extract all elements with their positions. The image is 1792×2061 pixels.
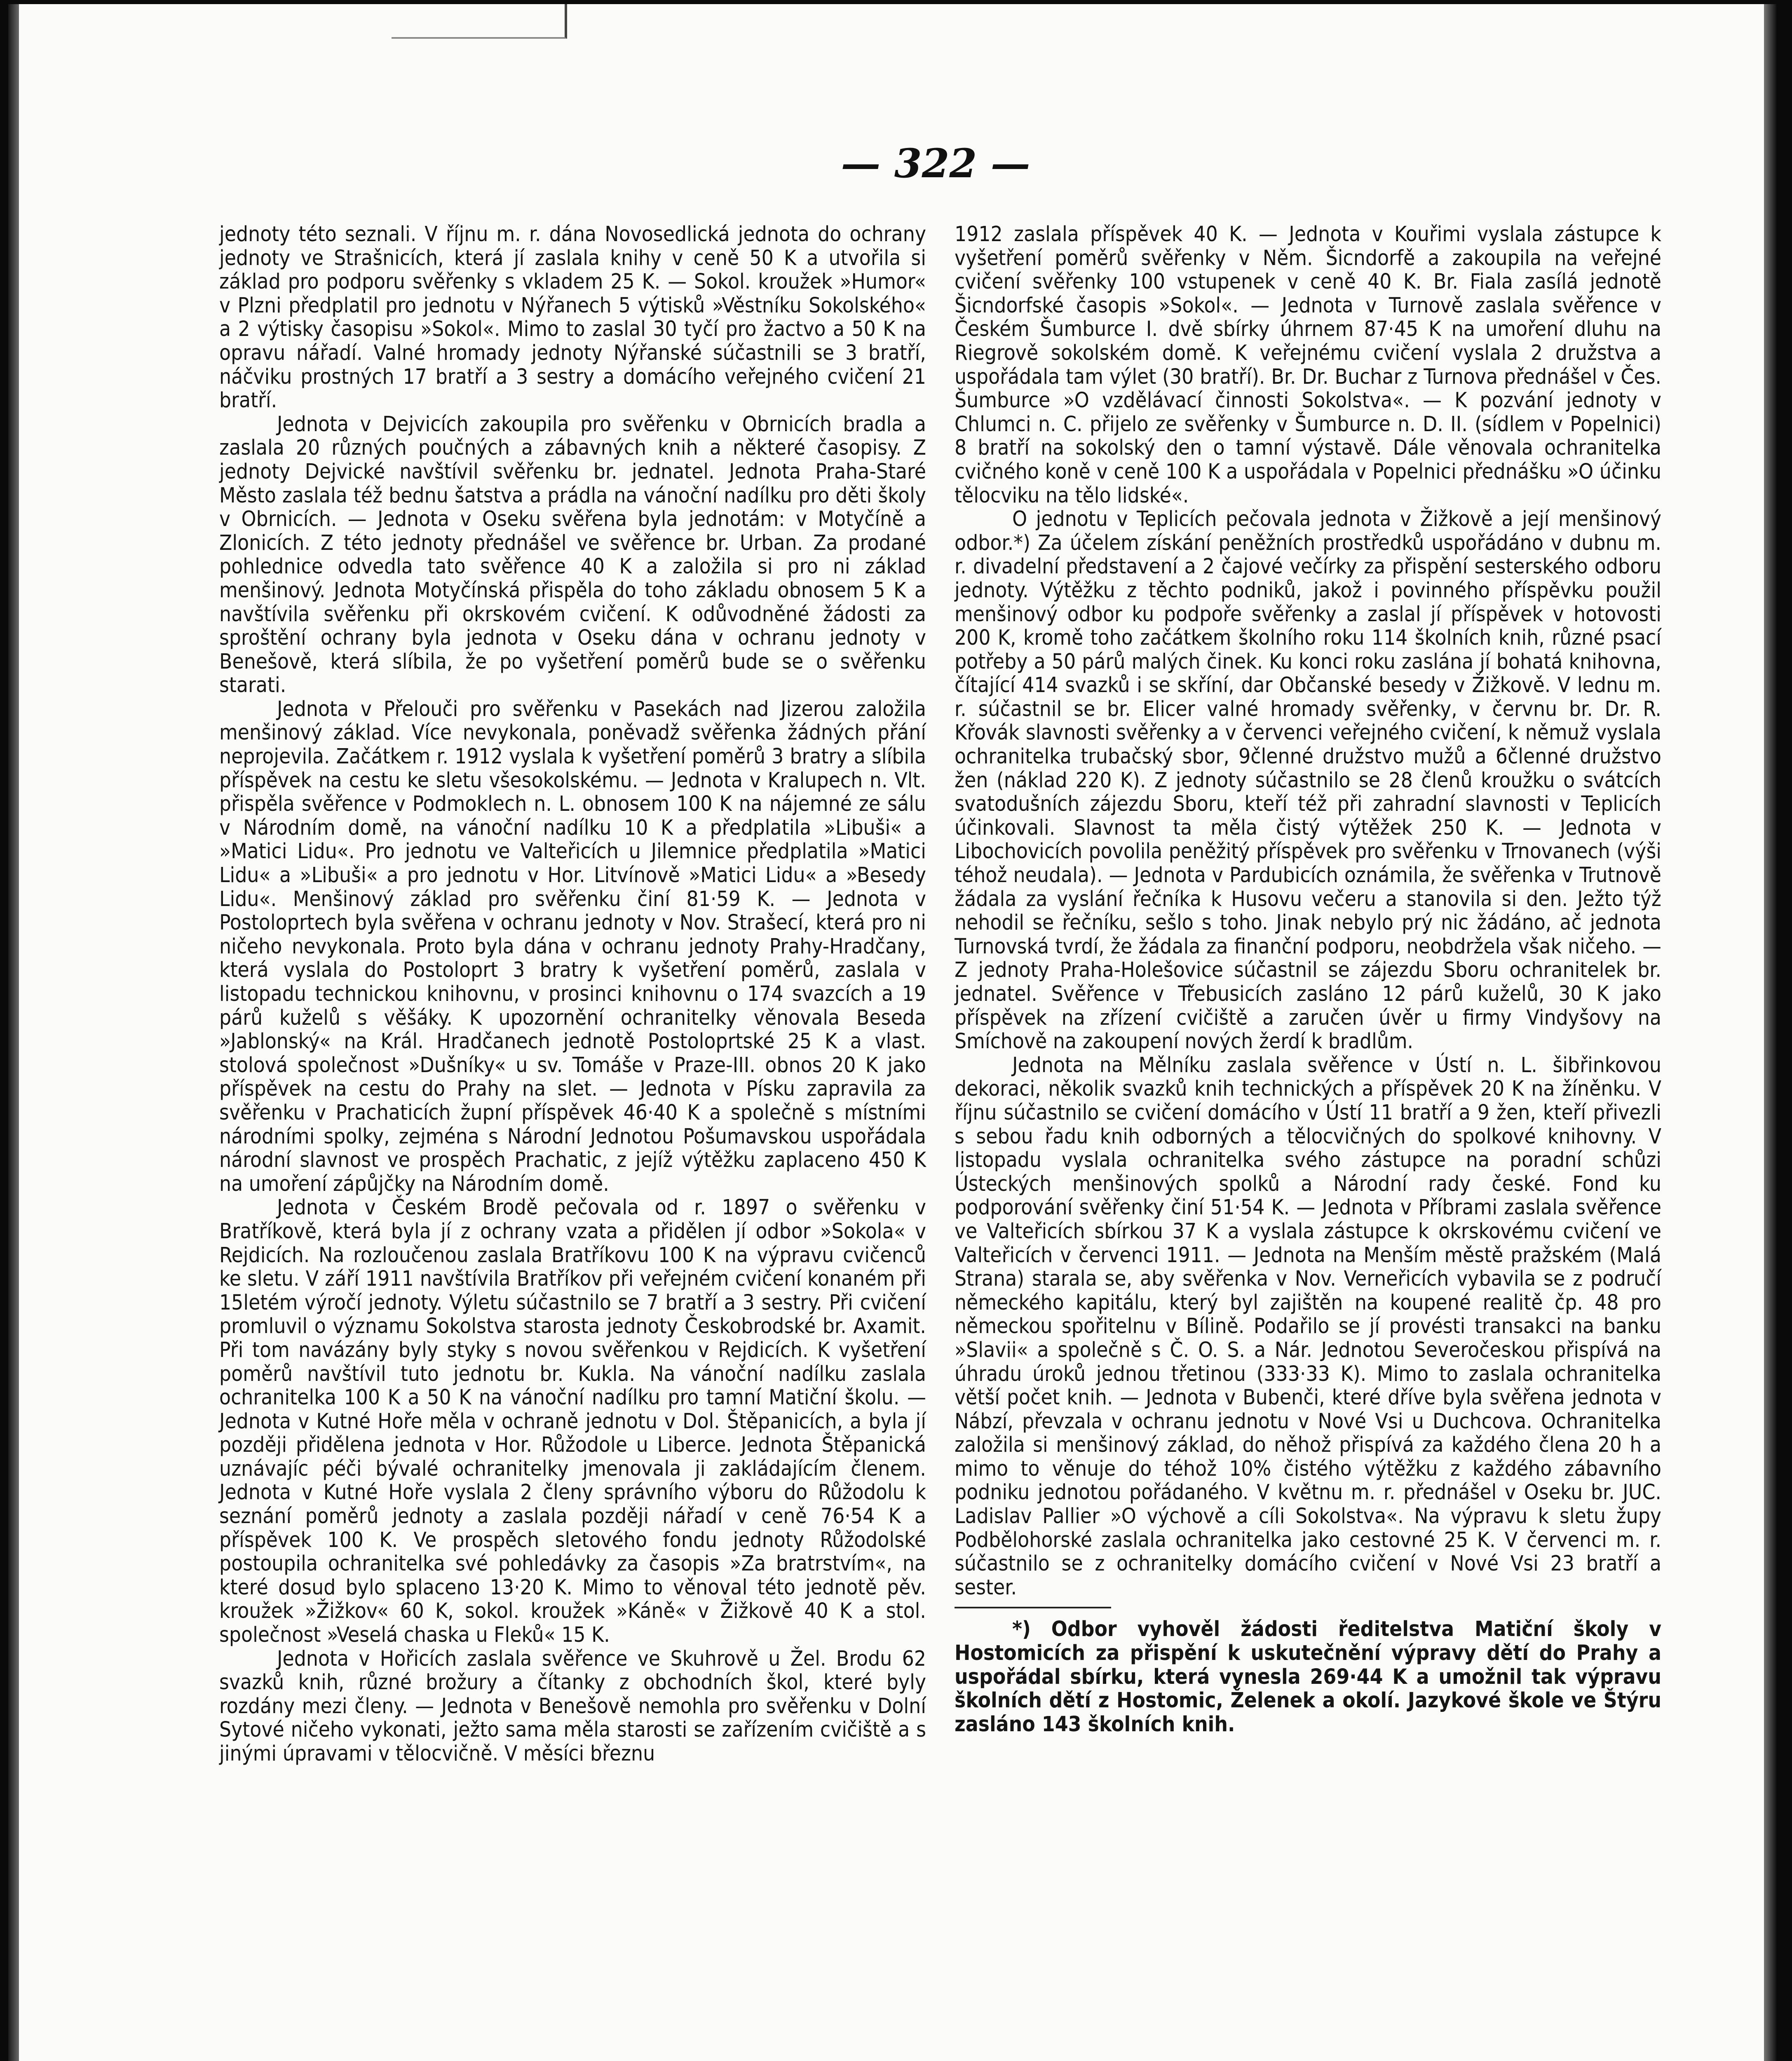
footnote-divider xyxy=(955,1607,1111,1608)
page-right-edge xyxy=(1764,4,1776,2061)
scan-artifact xyxy=(392,4,567,39)
paragraph: O jednotu v Teplicích pečovala jednota v Žižkově a její menšinový odbor.*) Za účelem získání peněžních prostředků uspořádáno v dubnu m. r. divadelní představení a 2 čajové večírky za přispění sesterského odboru jednoty. Výtěžku z těchto podniků, jakož i povinného příspěvku použil menšinový odbor ku podpoře svěřenky a zaslal jí příspěvek v hotovosti 200 K, kromě toho začátkem školního roku 114 školních knih, různé psací potřeby a 50 párů malých činek. Ku konci roku zaslána jí bohatá knihovna, čítající 414 svazků i se skříní, dar Občanské besedy v Žižkově. V lednu m. r. súčastnil se br. Elicer valné hromady svěřenky, v červnu br. Dr. R. Křovák slavnosti svěřenky a v červenci veřejného cvičení, k němuž vyslala ochranitelka trubačský sbor, 9členné družstvo mužů a 6členné družstvo žen (náklad 220 K). Z jednoty súčastnilo se 28 členů kroužku o svátcích svatodušních zájezdu Sboru, kteří též při zahradní slavnosti v Teplicích účinkovali. Slavnost ta měla čistý výtěžek 250 K. — Jednota v Libochovicích povolila peněžitý příspěvek pro svěřenku v Trnovanech (výši téhož neudala). — Jednota v Pardubicích oznámila, že svěřenka v Trutnově žádala za vyslání řečníka k Husovu večeru a stanovila si den. Ježto týž nehodil se řečníku, sešlo s toho. Jinak nebylo prý nic žádáno, ač jednota Turnovská tvrdí, že žádala za finanční podporu, neobdržela však ničeho. — Z jednoty Praha-Holešovice súčastnil se zájezdu Sboru ochranitelek br. jednatel. Svěřence v Třebusicích zasláno 12 párů kuželů, 30 K jako příspěvek na zřízení cvičiště a zaručen úvěr u firmy Vindyšovy na Smíchově na zakoupení nových žerdí k bradlům. xyxy=(955,507,1661,1054)
footnote: *) Odbor vyhověl žádosti ředitelstva Matiční školy v Hostomicích za přispění k uskutečnění výpravy dětí do Prahy a uspořádal sbírku, která vynesla 269·44 K a umožnil tak výpravu školních dětí z Hostomic, Želenek a okolí. Jazykové škole ve Štýru zasláno 143 školních knih. xyxy=(955,1617,1661,1737)
paragraph: Jednota v Hořicích zaslala svěřence ve Skuhrově u Žel. Brodu 62 svazků knih, různé brožury a čítanky z obchodních škol, které byly rozdány mezi členy. — Jednota v Benešově nemohla pro svěřenku v Dolní Sytové ničeho vykonati, ježto sama měla starosti se zařízením cvičiště a s jinými úpravami v tělocvičně. V měsíci březnu xyxy=(219,1646,926,1766)
paragraph: 1912 zaslala příspěvek 40 K. — Jednota v Kouřimi vyslala zástupce k vyšetření poměrů svěřenky v Něm. Šicndorfě a zakoupila na veřejné cvičení svěřenky 100 vstupenek v ceně 40 K. Br. Fiala zasílá jednotě Šicndorfské časopis »Sokol«. — Jednota v Turnově zaslala svěřence v Českém Šumburce I. dvě sbírky úhrnem 87·45 K na umoření dluhu na Riegrově sokolském domě. K veřejnému cvičení vyslala 2 družstva a uspořádala tam výlet (30 bratří). Br. Dr. Buchar z Turnova přednášel v Čes. Šumburce »O vzdělávací činnosti Sokolstva«. — K pozvání jednoty v Chlumci n. C. přijelo ze svěřenky v Šumburce n. D. II. (sídlem v Popelnici) 8 bratří na sokolský den o tamní výstavě. Dále věnovala ochranitelka cvičného koně v ceně 100 K a uspořádala v Popelnici přednášku »O účinku tělocviku na tělo lidské«. xyxy=(955,222,1661,508)
paragraph: Jednota v Českém Brodě pečovala od r. 1897 o svěřenku v Bratříkově, která byla jí z ochrany vzata a přidělen jí odbor »Sokola« v Rejdicích. Na rozloučenou zaslala Bratříkovu 100 K na výpravu cvičenců ke sletu. V září 1911 navštívila Bratříkov při veřejném cvičení konaném při 15letém výročí jednoty. Výletu súčastnilo se 7 bratří a 3 sestry. Při cvičení promluvil o významu Sokolstva starosta jednoty Českobrodské br. Axamit. Při tom navázány byly styky s novou svěřenkou v Rejdicích. K vyšetření poměrů navštívil tuto jednotu br. Kukla. Na vánoční nadílku zaslala ochranitelka 100 K a 50 K na vánoční nadílku pro tamní Matiční školu. — Jednota v Kutné Hoře měla v ochraně jednotu v Dol. Štěpanicích, a byla jí později přidělena jednota v Hor. Růžodole u Liberce. Jednota Štěpanická uznávajíc péči bývalé ochranitelky jmenovala ji zakládajícím členem. Jednota v Kutné Hoře vyslala 2 členy správního výboru do Růžodolu k seznání poměrů jednoty a zaslala později nářadí v ceně 76·54 K a příspěvek 100 K. Ve prospěch sletového fondu jednoty Růžodolské postoupila ochranitelka své pohledávky za časopis »Za bratrstvím«, na které dosud bylo splaceno 13·20 K. Mimo to věnoval této jednotě pěv. kroužek »Žižkov« 60 K, sokol. kroužek »Káně« v Žižkově 40 K a stol. společnost »Veselá chaska u Fleků« 15 K. xyxy=(219,1195,926,1648)
text-column-left xyxy=(219,223,926,1766)
paragraph: Jednota v Přelouči pro svěřenku v Pasekách nad Jizerou založila menšinový základ. Více nevykonala, poněvadž svěřenka žádných přání neprojevila. Začátkem r. 1912 vyslala k vyšetření poměrů 3 bratry a slíbila příspěvek na cestu ke sletu všesokolskému. — Jednota v Kralupech n. Vlt. přispěla svěřence v Podmoklech n. L. obnosem 100 K na nájemné ze sálu v Národním domě, na vánoční nadílku 10 K a předplatila »Libuši« a »Matici Lidu«. Pro jednotu ve Valteřicích u Jilemnice předplatila »Matici Lidu« a »Libuši« a pro jednotu v Hor. Litvínově »Matici Lidu« a »Besedy Lidu«. Menšinový základ pro svěřenku činí 81·59 K. — Jednota v Postoloprtech byla svěřena v ochranu jednoty v Nov. Strašecí, která pro ni ničeho nevykonala. Proto byla dána v ochranu jednoty Prahy-Hradčany, která vyslala do Postoloprt 3 bratry k vyšetření poměrů, zaslala v listopadu technickou knihovnu, v prosinci knihovnu o 174 svazcích a 19 párů kuželů s věšáky. K upozornění ochranitelky věnovala Beseda »Jablonský« na Král. Hradčanech jednotě Postoloprtské 25 K a vlast. stolová společnost »Dušníky« u sv. Tomáše v Praze-III. obnos 20 K jako příspěvek na cestu do Prahy na slet. — Jednota v Písku zapravila za svěřenku v Prachaticích župní příspěvek 46·40 K a společně s místními národními spolky, zejména s Národní Jednotou Pošumavskou uspořádala národní slavnost ve prospěch Prachatic, z jejíž výtěžku zaplaceno 450 K na umoření zápůjčky na Národním domě. xyxy=(219,697,926,1196)
text-column-right xyxy=(955,223,1661,1736)
paragraph: Jednota v Dejvicích zakoupila pro svěřenku v Obrnicích bradla a zaslala 20 různých poučných a zábavných knih a některé časopisy. Z jednoty Dejvické navštívil svěřenku br. jednatel. Jednota Praha-Staré Město zaslala též bednu šatstva a prádla na vánoční nadílku pro děti školy v Obrnicích. — Jednota v Oseku svěřena byla jednotám: v Motyčíně a Zlonicích. Z této jednoty přednášel ve svěřence br. Urban. Za prodané pohlednice odvedla tato svěřence 40 K a založila si pro ni základ menšinový. Jednota Motyčínská přispěla do toho základu obnosem 5 K a navštívila svěřenku při okrskovém cvičení. K odůvodněné žádosti za sproštění ochrany byla jednota v Oseku dána v ochranu jednoty v Benešově, která slíbila, že po vyšetření poměrů bude se o svěřenku starati. xyxy=(219,412,926,698)
page-number: — 322 — xyxy=(841,140,1030,187)
document-page xyxy=(8,4,1776,2061)
paragraph: jednoty této seznali. V říjnu m. r. dána Novosedlická jednota do ochrany jednoty ve Strašnicích, která jí zaslala knihy v ceně 50 K a utvořila si základ pro podporu svěřenky s vkladem 25 K. — Sokol. kroužek »Humor« v Plzni předplatil pro jednotu v Nýřanech 5 výtisků »Věstníku Sokolského« a 2 výtisky časopisu »Sokol«. Mimo to zaslal 30 tyčí pro žactvo a 50 K na opravu nářadí. Valné hromady jednoty Nýřanské súčastnili se 3 bratří, náčviku prostných 17 bratří a 3 sestry a domácího veřejného cvičení 21 bratří. xyxy=(219,222,926,413)
page-left-edge xyxy=(8,4,19,2061)
paragraph: Jednota na Mělníku zaslala svěřence v Ústí n. L. šibřinkovou dekoraci, několik svazků knih technických a příspěvek 20 K na žíněnku. V říjnu súčastnilo se cvičení domácího v Ústí 11 bratří a 9 žen, kteří přivezli s sebou řadu knih odborných a tělocvičných do spolkové knihovny. V listopadu vyslala ochranitelka svého zástupce na poradní schůzi Ústeckých menšinových spolků a Národní rady české. Fond ku podporování svěřenky činí 51·54 K. — Jednota v Příbrami zaslala svěřence ve Valteřicích sbírkou 37 K a vyslala zástupce k okrskovému cvičení ve Valteřicích v červenci 1911. — Jednota na Menším městě pražském (Malá Strana) starala se, aby svěřenka v Nov. Verneřicích vybavila se z područí německého kapitálu, který byl zajištěn na koupené realitě čp. 48 pro německou spořitelnu v Bílině. Podařilo se jí provésti transakci na banku »Slavii« a společně s Č. O. S. a Nár. Jednotou Severočeskou přispívá na úhradu úroků jednou třetinou (333·33 K). Mimo to zaslala ochranitelka větší počet knih. — Jednota v Bubenči, které dříve byla svěřena jednota v Nábzí, převzala v ochranu jednotu v Nové Vsi u Duchcova. Ochranitelka založila si menšinový základ, do něhož přispívá za každého člena 20 h a mimo to věnuje do téhož 10% čistého výtěžku z každého zábavního podniku jednotou pořádaného. V květnu m. r. přednášel v Oseku br. JUC. Ladislav Pallier »O výchově a cíli Sokolstva«. Na výpravu k sletu župy Podbělohorské zaslala ochranitelka jako cestovné 25 K. V červenci m. r. súčastnilo se z ochranitelky domácího cvičení v Nové Vsi 23 bratří a sester. xyxy=(955,1053,1661,1600)
